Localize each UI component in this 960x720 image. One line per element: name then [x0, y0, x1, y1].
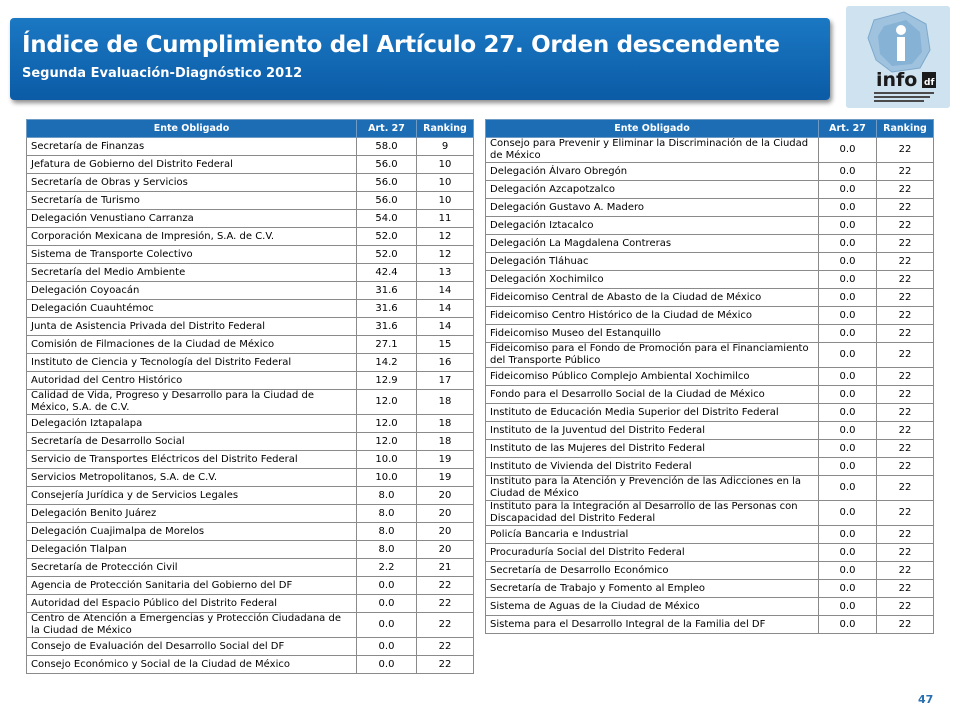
table-row: [486, 440, 934, 458]
ente-cell: Instituto de Educación Media Superior del Distrito Federal: [486, 404, 819, 422]
ente-cell: Delegación Azcapotzalco: [486, 181, 819, 199]
table-row: [486, 325, 934, 343]
ranking-cell: 9: [417, 138, 474, 156]
table-row: [27, 174, 474, 192]
table-row: [27, 505, 474, 523]
ranking-cell: 22: [877, 289, 934, 307]
ranking-cell: 22: [417, 656, 474, 674]
table-row: [27, 300, 474, 318]
table-row: [27, 372, 474, 390]
table-row: [27, 638, 474, 656]
table-row: [27, 487, 474, 505]
ente-cell: Delegación Coyoacán: [27, 282, 357, 300]
art27-cell: 0.0: [819, 544, 877, 562]
table-row: [486, 163, 934, 181]
table-row: [486, 368, 934, 386]
art27-cell: 10.0: [357, 469, 417, 487]
ranking-cell: 13: [417, 264, 474, 282]
column-header-ente: Ente Obligado: [486, 120, 819, 138]
ente-cell: Consejería Jurídica y de Servicios Legales: [27, 487, 357, 505]
column-header-ente: Ente Obligado: [27, 120, 357, 138]
art27-cell: 0.0: [819, 386, 877, 404]
ente-cell: Procuraduría Social del Distrito Federal: [486, 544, 819, 562]
art27-cell: 27.1: [357, 336, 417, 354]
table-row: [486, 217, 934, 235]
art27-cell: 0.0: [819, 289, 877, 307]
ente-cell: Centro de Atención a Emergencias y Protección Ciudadana de la Ciudad de México: [27, 613, 357, 638]
ranking-cell: 22: [417, 638, 474, 656]
ranking-cell: 22: [877, 325, 934, 343]
art27-cell: 52.0: [357, 228, 417, 246]
art27-cell: 0.0: [819, 343, 877, 368]
ranking-cell: 22: [877, 271, 934, 289]
table-row: [486, 526, 934, 544]
ranking-cell: 22: [877, 181, 934, 199]
column-header-art27: Art. 27: [357, 120, 417, 138]
ranking-cell: 22: [877, 343, 934, 368]
art27-cell: 0.0: [819, 501, 877, 526]
art27-cell: 0.0: [357, 595, 417, 613]
ranking-cell: 22: [877, 476, 934, 501]
ranking-cell: 22: [877, 598, 934, 616]
art27-cell: 31.6: [357, 318, 417, 336]
ente-cell: Fideicomiso Centro Histórico de la Ciudad de México: [486, 307, 819, 325]
art27-cell: 0.0: [357, 656, 417, 674]
ente-cell: Secretaría de Desarrollo Social: [27, 433, 357, 451]
art27-cell: 0.0: [357, 577, 417, 595]
ranking-cell: 10: [417, 174, 474, 192]
ranking-cell: 12: [417, 228, 474, 246]
ranking-cell: 20: [417, 541, 474, 559]
table-row: [27, 336, 474, 354]
ente-cell: Sistema para el Desarrollo Integral de la Familia del DF: [486, 616, 819, 634]
ente-cell: Secretaría de Turismo: [27, 192, 357, 210]
ente-cell: Servicios Metropolitanos, S.A. de C.V.: [27, 469, 357, 487]
ranking-cell: 20: [417, 523, 474, 541]
ranking-cell: 22: [877, 307, 934, 325]
table-row: [486, 476, 934, 501]
ranking-cell: 22: [877, 163, 934, 181]
ente-cell: Servicio de Transportes Eléctricos del Distrito Federal: [27, 451, 357, 469]
ente-cell: Policía Bancaria e Industrial: [486, 526, 819, 544]
slide-title: Índice de Cumplimiento del Artículo 27. Orden descendente: [22, 32, 780, 58]
table-row: [27, 138, 474, 156]
art27-cell: 0.0: [819, 253, 877, 271]
table-header-row: [27, 120, 474, 138]
art27-cell: 14.2: [357, 354, 417, 372]
table-row: [486, 307, 934, 325]
table-header-row: [486, 120, 934, 138]
infodf-logo-mark: [846, 6, 950, 108]
ente-cell: Fideicomiso Central de Abasto de la Ciudad de México: [486, 289, 819, 307]
ranking-cell: 22: [877, 422, 934, 440]
table-row: [27, 613, 474, 638]
ente-cell: Delegación Iztapalapa: [27, 415, 357, 433]
art27-cell: 0.0: [819, 307, 877, 325]
ente-cell: Instituto para la Integración al Desarrollo de las Personas con Discapacidad del Distrito Federal: [486, 501, 819, 526]
ranking-cell: 22: [877, 544, 934, 562]
ranking-cell: 20: [417, 487, 474, 505]
table-row: [27, 523, 474, 541]
art27-cell: 54.0: [357, 210, 417, 228]
table-row: [27, 264, 474, 282]
table-row: [27, 577, 474, 595]
ranking-cell: 22: [417, 595, 474, 613]
art27-cell: 56.0: [357, 156, 417, 174]
ente-cell: Fondo para el Desarrollo Social de la Ciudad de México: [486, 386, 819, 404]
ente-cell: Delegación Gustavo A. Madero: [486, 199, 819, 217]
ranking-cell: 19: [417, 469, 474, 487]
table-row: [27, 156, 474, 174]
art27-cell: 0.0: [819, 217, 877, 235]
ranking-cell: 22: [877, 458, 934, 476]
ranking-cell: 22: [417, 613, 474, 638]
table-row: [27, 228, 474, 246]
table-row: [486, 616, 934, 634]
page-number: 47: [918, 693, 934, 706]
table-row: [486, 289, 934, 307]
art27-cell: 8.0: [357, 505, 417, 523]
table-row: [486, 501, 934, 526]
art27-cell: 42.4: [357, 264, 417, 282]
art27-cell: 8.0: [357, 523, 417, 541]
table-row: [27, 390, 474, 415]
table-row: [27, 541, 474, 559]
slide-subtitle: Segunda Evaluación-Diagnóstico 2012: [22, 66, 303, 81]
table-row: [486, 199, 934, 217]
ente-cell: Autoridad del Espacio Público del Distrito Federal: [27, 595, 357, 613]
ranking-cell: 14: [417, 318, 474, 336]
ranking-cell: 22: [877, 235, 934, 253]
ranking-cell: 16: [417, 354, 474, 372]
art27-cell: 8.0: [357, 541, 417, 559]
ranking-cell: 18: [417, 433, 474, 451]
art27-cell: 0.0: [819, 422, 877, 440]
table-row: [486, 580, 934, 598]
table-row: [486, 598, 934, 616]
table-row: [27, 656, 474, 674]
ente-cell: Instituto de Ciencia y Tecnología del Distrito Federal: [27, 354, 357, 372]
table-row: [486, 253, 934, 271]
ranking-cell: 22: [877, 580, 934, 598]
ranking-cell: 17: [417, 372, 474, 390]
ranking-cell: 22: [877, 404, 934, 422]
ente-cell: Delegación Tlalpan: [27, 541, 357, 559]
art27-cell: 0.0: [819, 562, 877, 580]
table-row: [486, 422, 934, 440]
ente-cell: Instituto de Vivienda del Distrito Federal: [486, 458, 819, 476]
ente-cell: Delegación Benito Juárez: [27, 505, 357, 523]
ente-cell: Delegación Álvaro Obregón: [486, 163, 819, 181]
art27-cell: 0.0: [819, 138, 877, 163]
ente-cell: Corporación Mexicana de Impresión, S.A. de C.V.: [27, 228, 357, 246]
ranking-cell: 22: [877, 217, 934, 235]
ranking-cell: 22: [877, 526, 934, 544]
ranking-cell: 18: [417, 415, 474, 433]
table-row: [27, 469, 474, 487]
table-row: [486, 404, 934, 422]
ente-cell: Fideicomiso Museo del Estanquillo: [486, 325, 819, 343]
ranking-cell: 20: [417, 505, 474, 523]
ente-cell: Secretaría de Trabajo y Fomento al Empleo: [486, 580, 819, 598]
ente-cell: Delegación Iztacalco: [486, 217, 819, 235]
table-row: [486, 562, 934, 580]
ranking-cell: 22: [877, 616, 934, 634]
art27-cell: 52.0: [357, 246, 417, 264]
ente-cell: Delegación La Magdalena Contreras: [486, 235, 819, 253]
ente-cell: Secretaría del Medio Ambiente: [27, 264, 357, 282]
table-row: [486, 271, 934, 289]
table-row: [486, 458, 934, 476]
art27-cell: 56.0: [357, 192, 417, 210]
art27-cell: 0.0: [819, 163, 877, 181]
ente-cell: Delegación Xochimilco: [486, 271, 819, 289]
art27-cell: 0.0: [819, 325, 877, 343]
table-row: [27, 595, 474, 613]
ente-cell: Agencia de Protección Sanitaria del Gobierno del DF: [27, 577, 357, 595]
ente-cell: Instituto de las Mujeres del Distrito Federal: [486, 440, 819, 458]
art27-cell: 0.0: [819, 476, 877, 501]
table-row: [27, 192, 474, 210]
ranking-cell: 22: [877, 368, 934, 386]
table-row: [486, 544, 934, 562]
ente-cell: Secretaría de Protección Civil: [27, 559, 357, 577]
table-row: [27, 451, 474, 469]
ente-cell: Autoridad del Centro Histórico: [27, 372, 357, 390]
ranking-cell: 22: [877, 138, 934, 163]
art27-cell: 0.0: [819, 598, 877, 616]
ranking-cell: 22: [877, 562, 934, 580]
art27-cell: 12.0: [357, 415, 417, 433]
art27-cell: 0.0: [819, 580, 877, 598]
ranking-cell: 22: [877, 199, 934, 217]
table-row: [27, 559, 474, 577]
ente-cell: Secretaría de Obras y Servicios: [27, 174, 357, 192]
ente-cell: Instituto de la Juventud del Distrito Federal: [486, 422, 819, 440]
column-header-ranking: Ranking: [877, 120, 934, 138]
ente-cell: Secretaría de Finanzas: [27, 138, 357, 156]
art27-cell: 2.2: [357, 559, 417, 577]
ranking-cell: 10: [417, 156, 474, 174]
ente-cell: Jefatura de Gobierno del Distrito Federal: [27, 156, 357, 174]
art27-cell: 0.0: [819, 199, 877, 217]
ranking-cell: 11: [417, 210, 474, 228]
table-row: [27, 415, 474, 433]
ranking-cell: 19: [417, 451, 474, 469]
ranking-cell: 22: [877, 253, 934, 271]
ente-cell: Comisión de Filmaciones de la Ciudad de México: [27, 336, 357, 354]
ente-cell: Secretaría de Desarrollo Económico: [486, 562, 819, 580]
table-row: [486, 386, 934, 404]
table-row: [486, 343, 934, 368]
ente-cell: Fideicomiso Público Complejo Ambiental Xochimilco: [486, 368, 819, 386]
art27-cell: 8.0: [357, 487, 417, 505]
table-row: [27, 318, 474, 336]
art27-cell: 0.0: [819, 368, 877, 386]
ente-cell: Delegación Venustiano Carranza: [27, 210, 357, 228]
ente-cell: Junta de Asistencia Privada del Distrito Federal: [27, 318, 357, 336]
ente-cell: Consejo Económico y Social de la Ciudad de México: [27, 656, 357, 674]
ente-cell: Sistema de Aguas de la Ciudad de México: [486, 598, 819, 616]
ente-cell: Calidad de Vida, Progreso y Desarrollo para la Ciudad de México, S.A. de C.V.: [27, 390, 357, 415]
art27-cell: 12.0: [357, 433, 417, 451]
art27-cell: 0.0: [357, 638, 417, 656]
art27-cell: 0.0: [819, 616, 877, 634]
ranking-cell: 22: [877, 440, 934, 458]
logo-suffix: df: [924, 78, 935, 88]
table-row: [27, 246, 474, 264]
column-header-ranking: Ranking: [417, 120, 474, 138]
art27-cell: 56.0: [357, 174, 417, 192]
ente-cell: Delegación Cuauhtémoc: [27, 300, 357, 318]
ente-cell: Fideicomiso para el Fondo de Promoción para el Financiamiento del Transporte Público: [486, 343, 819, 368]
art27-cell: 12.0: [357, 390, 417, 415]
art27-cell: 31.6: [357, 282, 417, 300]
art27-cell: 0.0: [819, 235, 877, 253]
ente-cell: Consejo de Evaluación del Desarrollo Social del DF: [27, 638, 357, 656]
ente-cell: Sistema de Transporte Colectivo: [27, 246, 357, 264]
art27-cell: 0.0: [819, 458, 877, 476]
ranking-cell: 22: [877, 501, 934, 526]
ranking-cell: 14: [417, 300, 474, 318]
ranking-cell: 22: [877, 386, 934, 404]
ranking-cell: 15: [417, 336, 474, 354]
ente-cell: Delegación Tláhuac: [486, 253, 819, 271]
art27-cell: 0.0: [357, 613, 417, 638]
table-row: [486, 138, 934, 163]
column-header-art27: Art. 27: [819, 120, 877, 138]
ranking-cell: 22: [417, 577, 474, 595]
table-row: [27, 282, 474, 300]
ranking-cell: 10: [417, 192, 474, 210]
table-row: [486, 235, 934, 253]
table-row: [27, 354, 474, 372]
ranking-cell: 12: [417, 246, 474, 264]
art27-cell: 10.0: [357, 451, 417, 469]
art27-cell: 0.0: [819, 271, 877, 289]
art27-cell: 0.0: [819, 440, 877, 458]
art27-cell: 58.0: [357, 138, 417, 156]
table-row: [486, 181, 934, 199]
ente-cell: Delegación Cuajimalpa de Morelos: [27, 523, 357, 541]
table-row: [27, 210, 474, 228]
art27-cell: 0.0: [819, 404, 877, 422]
logo-wordmark: info: [876, 69, 918, 91]
infodf-logo: [846, 6, 950, 108]
compliance-table-left: [26, 119, 474, 674]
table-row: [27, 433, 474, 451]
art27-cell: 31.6: [357, 300, 417, 318]
art27-cell: 12.9: [357, 372, 417, 390]
ranking-cell: 21: [417, 559, 474, 577]
ente-cell: Consejo para Prevenir y Eliminar la Discriminación de la Ciudad de México: [486, 138, 819, 163]
ranking-cell: 18: [417, 390, 474, 415]
compliance-table-right: [485, 119, 934, 634]
title-banner: [10, 18, 830, 100]
art27-cell: 0.0: [819, 181, 877, 199]
art27-cell: 0.0: [819, 526, 877, 544]
ranking-cell: 14: [417, 282, 474, 300]
ente-cell: Instituto para la Atención y Prevención de las Adicciones en la Ciudad de México: [486, 476, 819, 501]
